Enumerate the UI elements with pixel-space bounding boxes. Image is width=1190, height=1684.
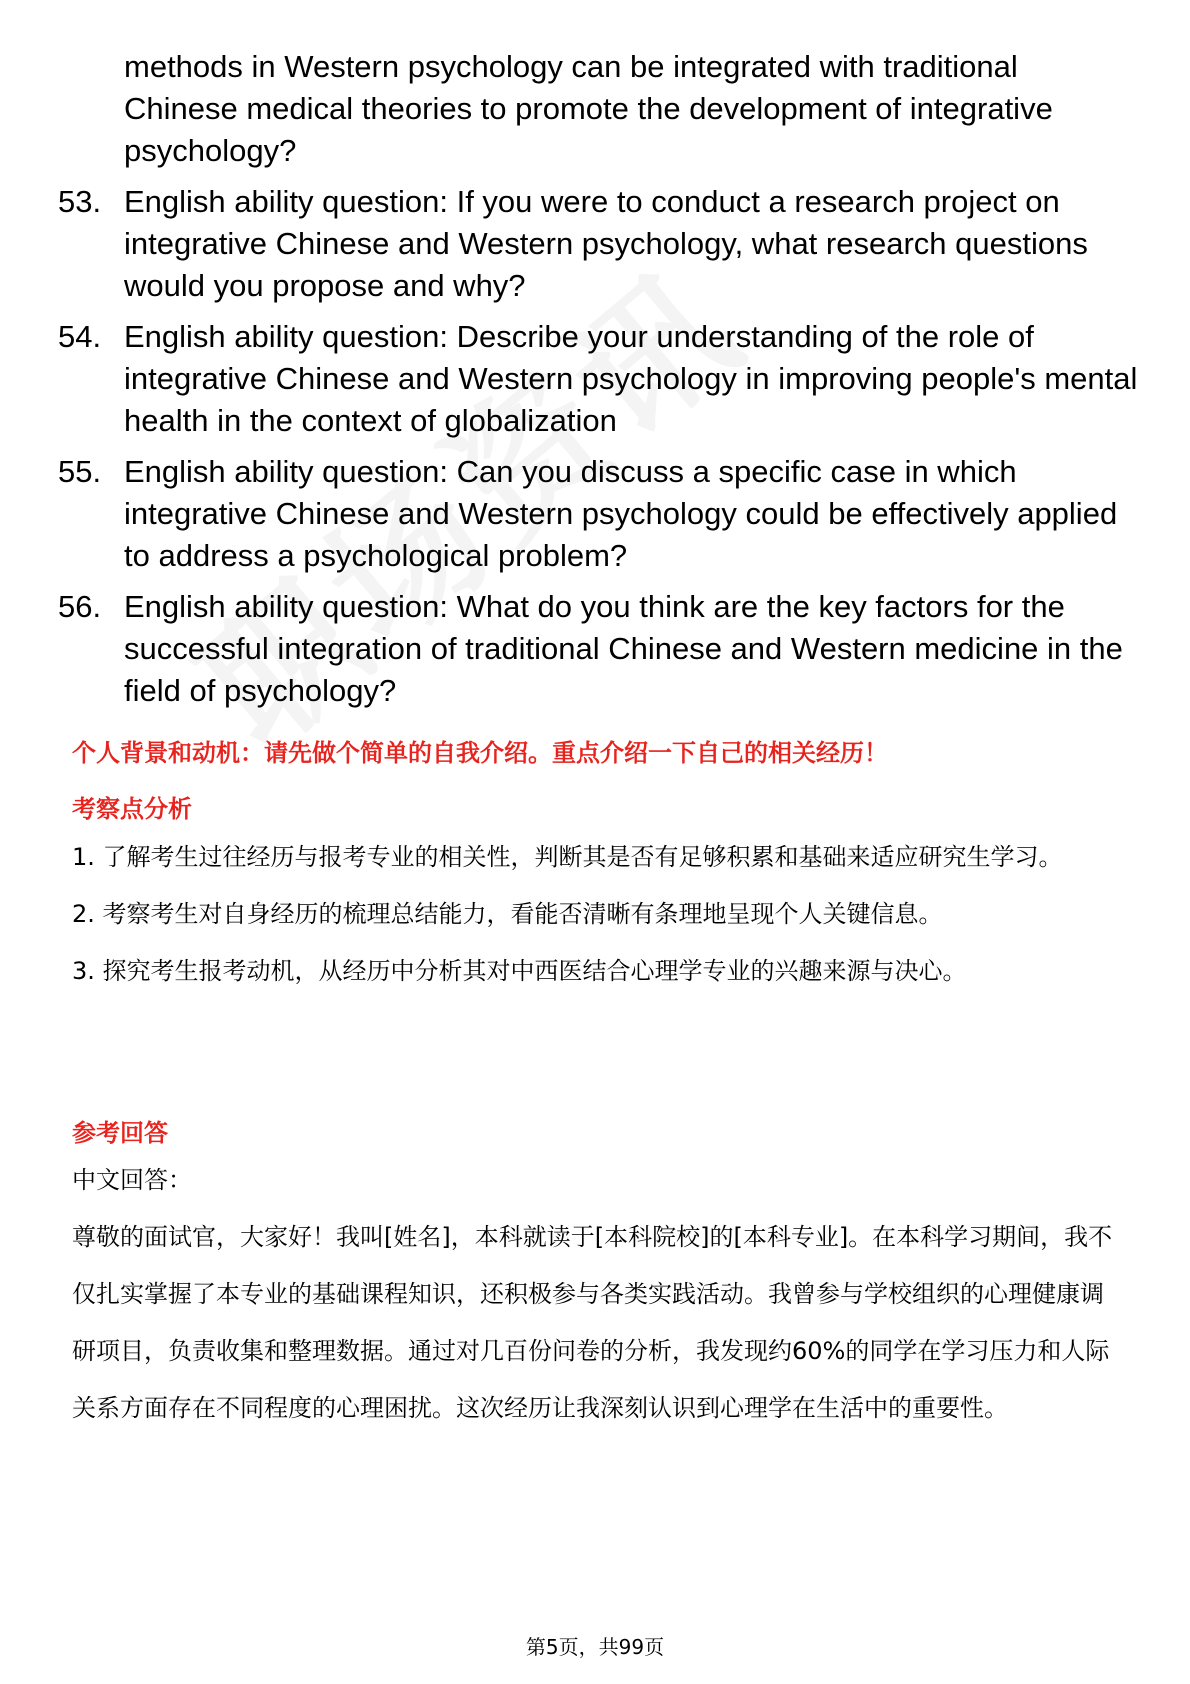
answer-label: 中文回答： [72, 1166, 192, 1194]
list-item [58, 586, 1138, 712]
list-item-number: 55. [58, 454, 102, 489]
analysis-point: 3. 探究考生报考动机，从经历中分析其对中西医结合心理学专业的兴趣来源与决心。 [72, 957, 967, 985]
analysis-heading: 考察点分析 [72, 795, 192, 823]
list-item-number: 56. [58, 589, 102, 624]
list-item [58, 181, 1138, 307]
list-item-text: English ability question: What do you think are the key factors for the successful integration of traditional Chinese and Western medicine in the field of psychology? [124, 589, 1123, 708]
question-continuation-text: methods in Western psychology can be integrated with traditional Chinese medical theories to promote the development of integrative psychology? [124, 49, 1053, 168]
list-item-number: 54. [58, 319, 102, 354]
question-continuation [58, 46, 1138, 172]
answer-heading: 参考回答 [72, 1119, 168, 1147]
list-item-text: English ability question: Describe your understanding of the role of integrative Chinese and Western psychology in improving people's mental health in the context of globalization [124, 319, 1138, 438]
analysis-points [72, 829, 1122, 1000]
answer-body [72, 1152, 1122, 1437]
list-item [58, 316, 1138, 442]
list-item-number: 53. [58, 184, 102, 219]
analysis-point: 2. 考察考生对自身经历的梳理总结能力，看能否清晰有条理地呈现个人关键信息。 [72, 900, 943, 928]
section-title: 个人背景和动机：请先做个简单的自我介绍。重点介绍一下自己的相关经历！ [72, 739, 888, 767]
list-item-text: English ability question: If you were to conduct a research project on integrative Chinese and Western psychology, what research questions would you propose and why? [124, 184, 1088, 303]
answer-paragraph: 尊敬的面试官，大家好！我叫[姓名]，本科就读于[本科院校]的[本科专业]。在本科学习期间，我不仅扎实掌握了本专业的基础课程知识，还积极参与各类实践活动。我曾参与学校组织的心理健康调研项目，负责收集和整理数据。通过对几百份问卷的分析，我发现约60%的同学在学习压力和人际关系方面存在不同程度的心理困扰。这次经历让我深刻认识到心理学在生活中的重要性。 [72, 1223, 1113, 1422]
list-item [58, 451, 1138, 577]
page-number: 第5页，共99页 [525, 1635, 665, 1659]
analysis-point: 1. 了解考生过往经历与报考专业的相关性，判断其是否有足够积累和基础来适应研究生学习。 [72, 843, 1063, 871]
list-item-text: English ability question: Can you discuss a specific case in which integrative Chinese and Western psychology could be effectively applied to address a psychological problem? [124, 454, 1118, 573]
